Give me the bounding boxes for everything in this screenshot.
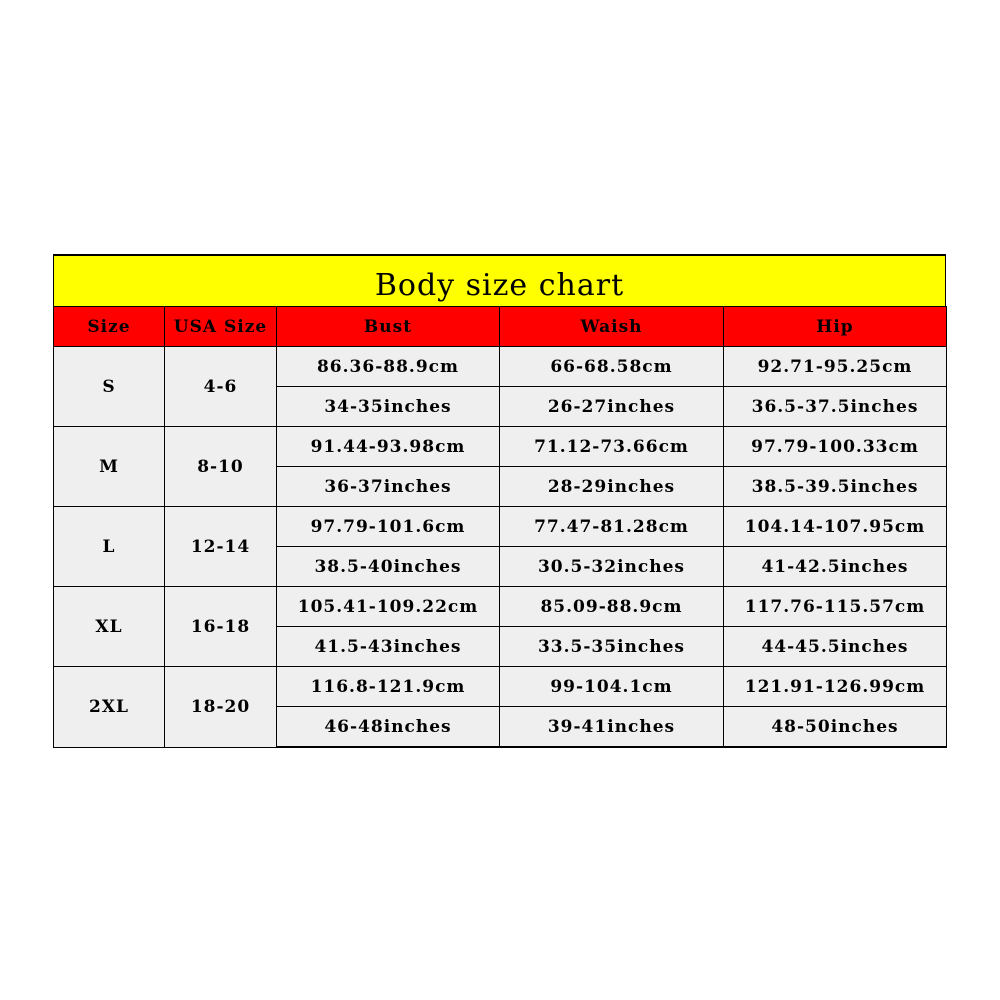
hip-cm-cell: 117.76-115.57cm <box>724 587 947 627</box>
bust-in-cell: 36-37inches <box>277 467 500 507</box>
hip-cm-cell: 92.71-95.25cm <box>724 347 947 387</box>
header-waist: Waish <box>500 307 724 347</box>
waist-cm-cell: 99-104.1cm <box>500 667 724 707</box>
waist-cm-cell: 77.47-81.28cm <box>500 507 724 547</box>
hip-cm-cell: 104.14-107.95cm <box>724 507 947 547</box>
bust-cm-cell: 86.36-88.9cm <box>277 347 500 387</box>
waist-cm-cell: 85.09-88.9cm <box>500 587 724 627</box>
hip-cm-cell: 97.79-100.33cm <box>724 427 947 467</box>
size-chart <box>53 254 946 748</box>
hip-in-cell: 41-42.5inches <box>724 547 947 587</box>
table-row <box>54 427 947 467</box>
waist-cm-cell: 71.12-73.66cm <box>500 427 724 467</box>
bust-in-cell: 41.5-43inches <box>277 627 500 667</box>
chart-title: Body size chart <box>53 254 946 306</box>
usa-size-cell: 12-14 <box>165 507 277 587</box>
size-cell: XL <box>54 587 165 667</box>
table-row <box>54 667 947 707</box>
size-cell: 2XL <box>54 667 165 748</box>
hip-in-cell: 48-50inches <box>724 707 947 748</box>
bust-in-cell: 34-35inches <box>277 387 500 427</box>
table-row <box>54 347 947 387</box>
table-row <box>54 507 947 547</box>
table-row <box>54 587 947 627</box>
bust-in-cell: 46-48inches <box>277 707 500 748</box>
hip-in-cell: 36.5-37.5inches <box>724 387 947 427</box>
waist-in-cell: 26-27inches <box>500 387 724 427</box>
usa-size-cell: 4-6 <box>165 347 277 427</box>
size-cell: L <box>54 507 165 587</box>
waist-in-cell: 28-29inches <box>500 467 724 507</box>
waist-in-cell: 33.5-35inches <box>500 627 724 667</box>
bust-cm-cell: 105.41-109.22cm <box>277 587 500 627</box>
size-cell: M <box>54 427 165 507</box>
header-size: Size <box>54 307 165 347</box>
header-bust: Bust <box>277 307 500 347</box>
usa-size-cell: 8-10 <box>165 427 277 507</box>
header-usa-size: USA Size <box>165 307 277 347</box>
header-row <box>54 307 947 347</box>
bust-cm-cell: 97.79-101.6cm <box>277 507 500 547</box>
waist-in-cell: 39-41inches <box>500 707 724 748</box>
size-table <box>53 306 947 748</box>
hip-cm-cell: 121.91-126.99cm <box>724 667 947 707</box>
hip-in-cell: 38.5-39.5inches <box>724 467 947 507</box>
usa-size-cell: 16-18 <box>165 587 277 667</box>
hip-in-cell: 44-45.5inches <box>724 627 947 667</box>
bust-cm-cell: 116.8-121.9cm <box>277 667 500 707</box>
size-cell: S <box>54 347 165 427</box>
bust-cm-cell: 91.44-93.98cm <box>277 427 500 467</box>
waist-cm-cell: 66-68.58cm <box>500 347 724 387</box>
header-hip: Hip <box>724 307 947 347</box>
waist-in-cell: 30.5-32inches <box>500 547 724 587</box>
bust-in-cell: 38.5-40inches <box>277 547 500 587</box>
usa-size-cell: 18-20 <box>165 667 277 748</box>
